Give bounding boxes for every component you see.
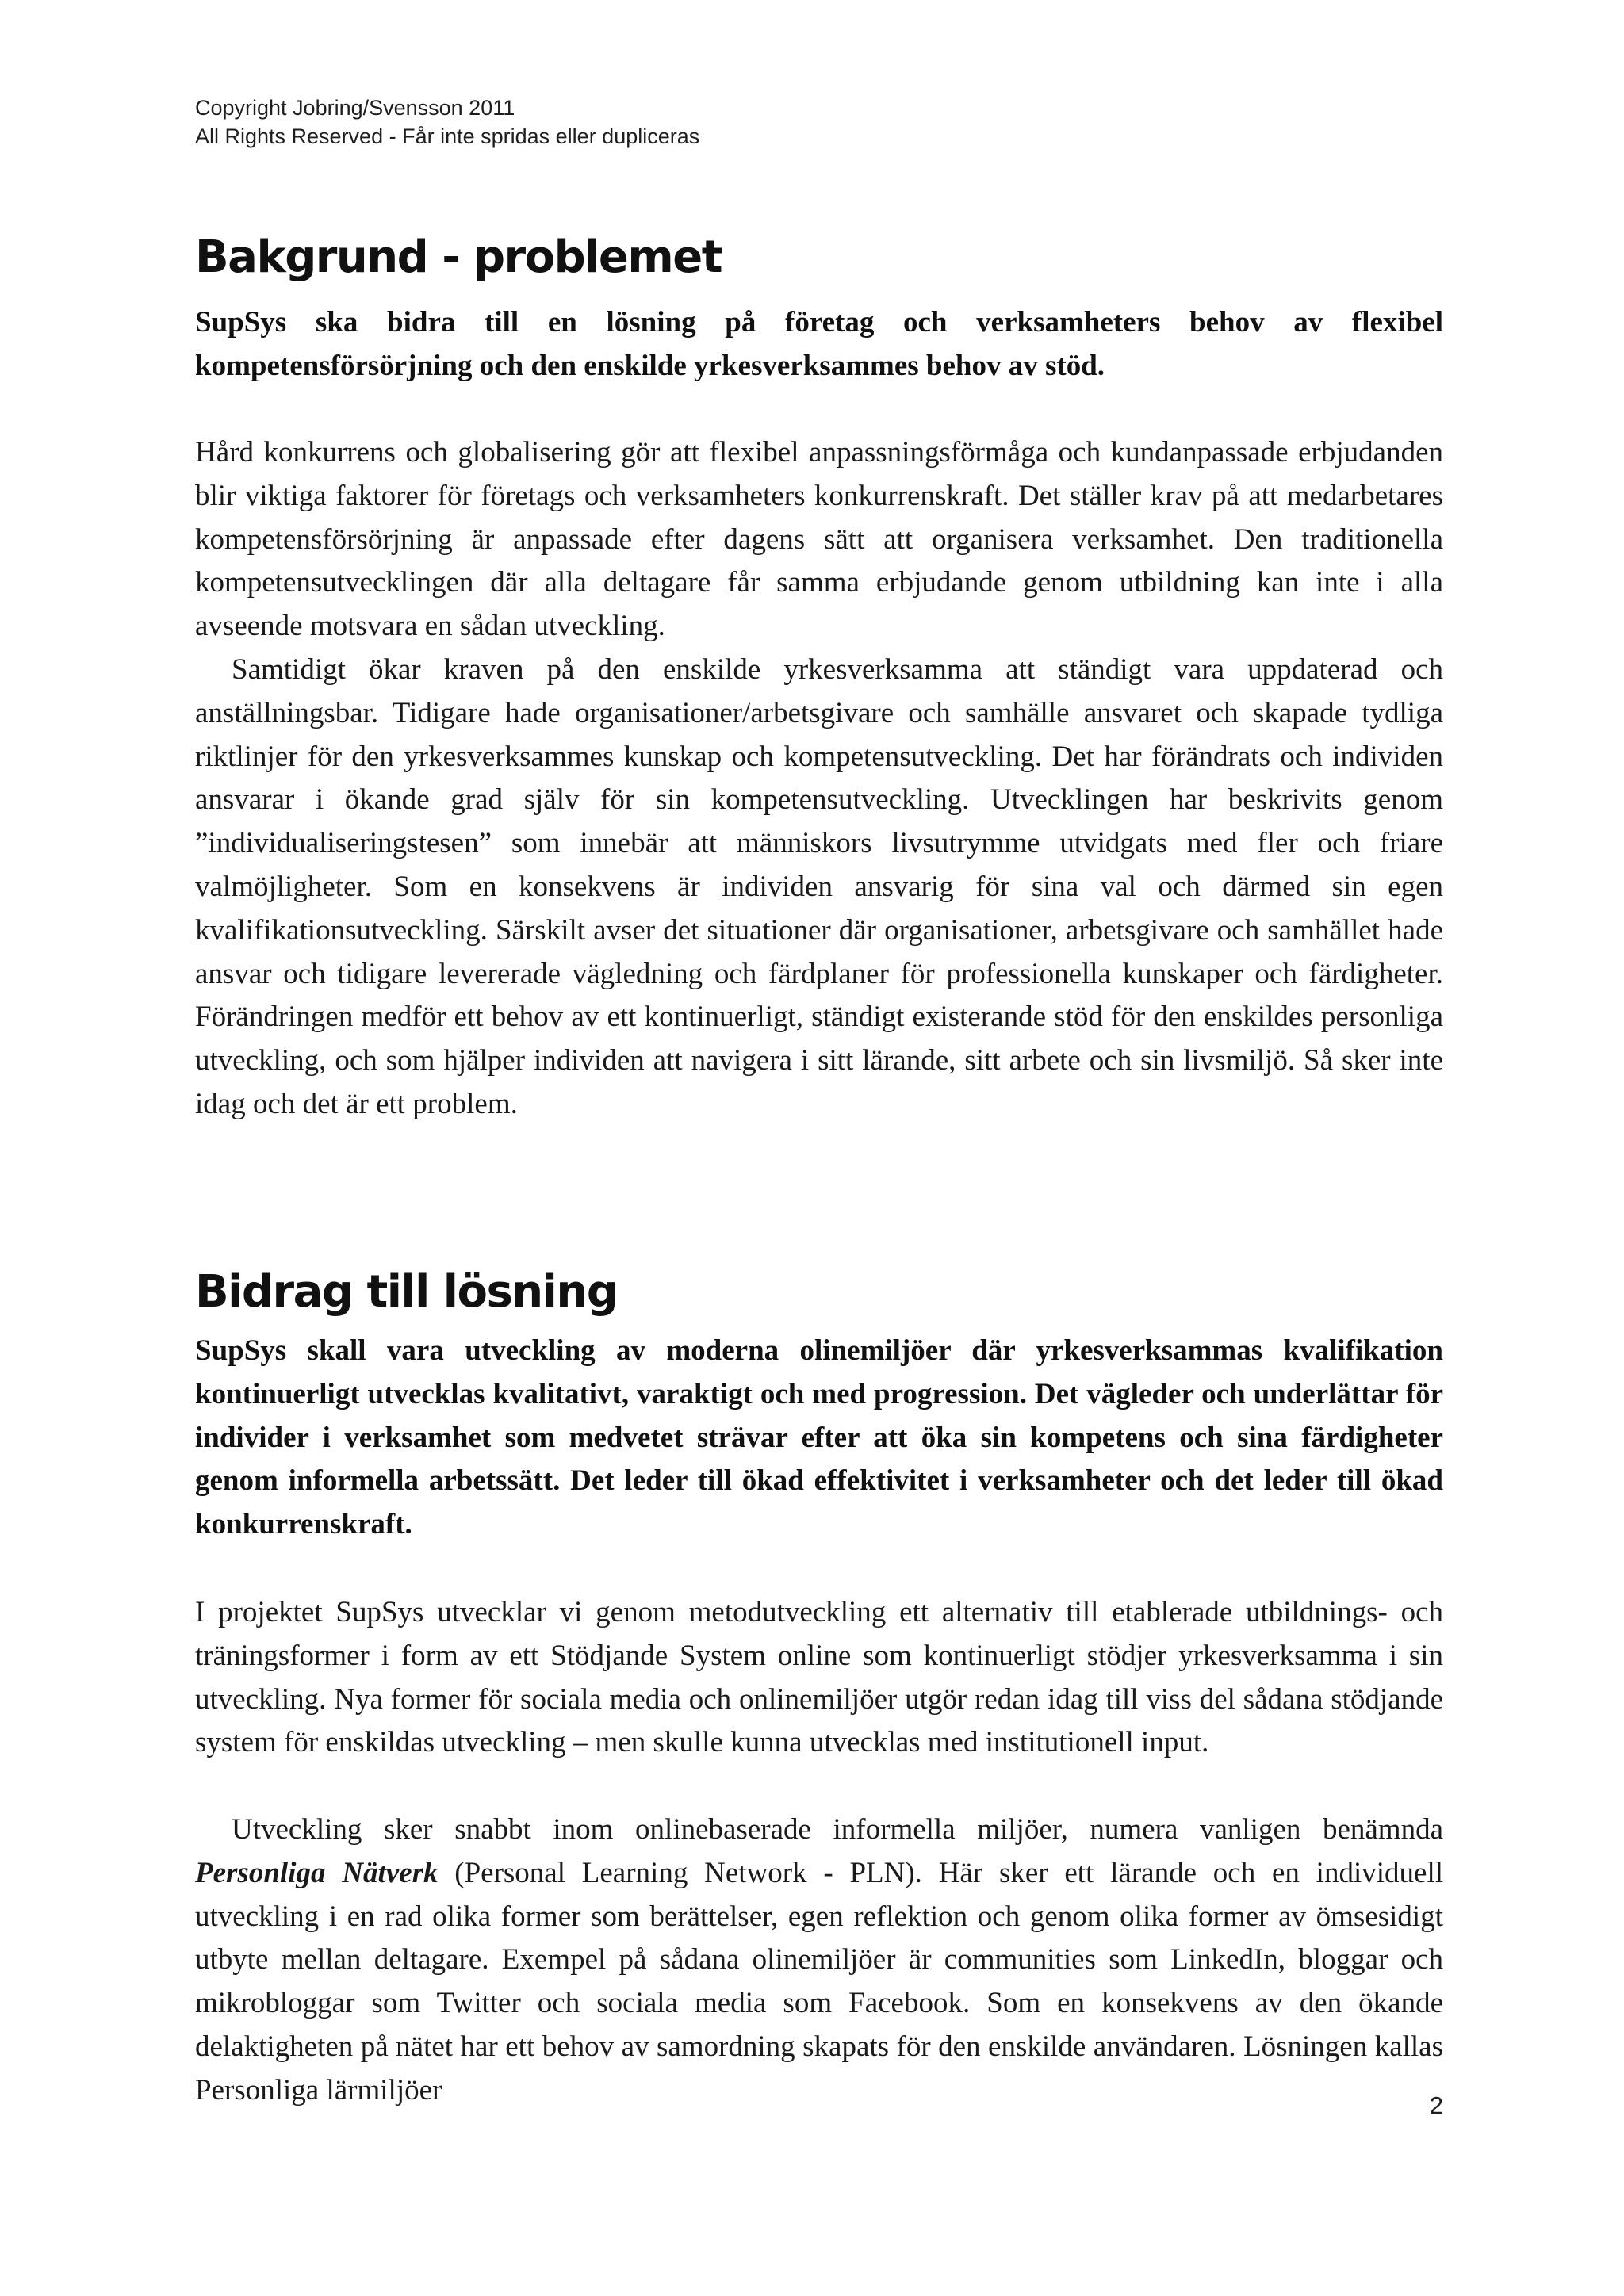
paragraph-bidrag-1: I projektet SupSys utvecklar vi genom metodutveckling ett alternativ till etablerade utbildnings- och träningsformer i form av ett Stödjande System online som kontinuerligt stödjer yrkesverksamma i sin utveckling. Nya former för sociala media och onlinemiljöer utgör redan idag till viss del sådana stödjande system för enskildas utveckling – men skulle kunna utvecklas med institutionell input. (195, 1596, 1443, 1759)
page-header (195, 94, 699, 151)
document-page (195, 0, 1443, 2296)
paragraph-bakgrund-1: Hård konkurrens och globalisering gör att flexibel anpassningsförmåga och kundanpassade erbjudanden blir viktiga faktorer för företags och verksamheters konkurrenskraft. Det ställer krav på att medarbetares kompetensförsörjning är anpassade efter dagens sätt att organisera verksamhet. Den traditionella kompetensutvecklingen där alla deltagare får samma erbjudande genom utbildning kan inte i alla avseende motsvara en sådan utveckling. (195, 436, 1443, 643)
emphasis-personliga-natverk: Personliga Nätverk (195, 1856, 439, 1889)
section-lead-bakgrund: SupSys ska bidra till en lösning på företag och verksamheters behov av flexibel kompetensförsörjning och den enskilde yrkesverksammes behov av stöd. (195, 306, 1443, 382)
paragraph-bidrag-2 (195, 1808, 1443, 2113)
paragraph-bidrag-2-end: (Personal Learning Network - PLN). Här sker ett lärande och en individuell utveckling i en rad olika former som berättelser, egen reflektion och genom olika former av ömsesidigt utbyte mellan deltagare. Exempel på sådana olinemiljöer är communities som LinkedIn, bloggar och mikrobloggar som Twitter och sociala media som Facebook. Som en konsekvens av den ökande delaktigheten på nätet har ett behov av samordning skapats för den enskilde användaren. Lösningen kallas Personliga lärmiljöer (195, 1856, 1443, 2107)
section-heading-bakgrund: Bakgrund - problemet (195, 232, 722, 283)
rights-line: All Rights Reserved - Får inte spridas eller dupliceras (195, 124, 700, 148)
page-number: 2 (1429, 2091, 1443, 2119)
section-heading-bidrag: Bidrag till lösning (195, 1266, 618, 1318)
section-lead-bidrag: SupSys skall vara utveckling av moderna olinemiljöer där yrkesverksammas kvalifikation kontinuerligt utvecklas kvalitativt, varaktigt och med progression. Det vägleder och underlättar för individer i verksamhet som medvetet strävar efter att öka sin kompetens och sina färdigheter genom informella arbetssätt. Det leder till ökad effektivitet i verksamheter och det leder till ökad konkurrenskraft. (195, 1334, 1443, 1541)
paragraph-bidrag-2-start: Utveckling sker snabbt inom onlinebaserade informella miljöer, numera vanligen benämnda (232, 1813, 1443, 1846)
copyright-line: Copyright Jobring/Svensson 2011 (195, 96, 515, 120)
paragraph-bakgrund-2: Samtidigt ökar kraven på den enskilde yrkesverksamma att ständigt vara uppdaterad och anställningsbar. Tidigare hade organisationer/arbetsgivare och samhälle ansvaret och skapade tydliga riktlinjer för den yrkesverksammes kunskap och kompetensutveckling. Det har förändrats och individen ansvarar i ökande grad själv för sin kompetensutveckling. Utvecklingen har beskrivits genom ”individualiseringstesen” som innebär att människors livsutrymme utvidgats med fler och friare valmöjligheter. Som en konsekvens är individen ansvarig för sina val och därmed sin egen kvalifikationsutveckling. Särskilt avser det situationer där organisationer, arbetsgivare och samhället hade ansvar och tidigare levererade vägledning och färdplaner för professionella kunskaper och färdigheter. Förändringen medför ett behov av ett kontinuerligt, ständigt existerande stöd för den enskildes personliga utveckling, och som hjälper individen att navigera i sitt lärande, sitt arbete och sin livsmiljö. Så sker inte idag och det är ett problem. (195, 653, 1443, 1120)
